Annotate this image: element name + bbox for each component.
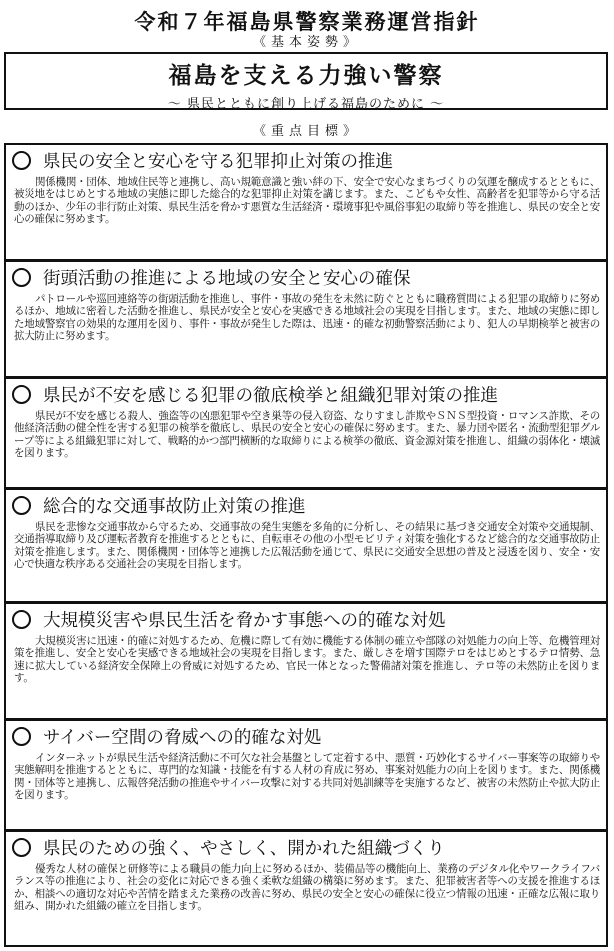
circle-bullet-icon	[12, 496, 31, 515]
priority-section-disaster-response	[4, 602, 608, 720]
priority-body: 県民が不安を感じる殺人、強盗等の凶悪犯罪や空き巣等の侵入窃盗、なりすまし詐欺やＳＮＳ型投資・ロマンス詐欺、その他経済活動の健全性を害する犯罪の検挙を徹底し、県民の安全と安心の確保に努めます。また、暴力団や匿名・流動型犯罪グループ等による組織犯罪に対して、戦略的かつ部門横断的な取締りによる検挙の徹底、資金源対策を推進し、組織の弱体化・壊滅を図ります。	[14, 410, 600, 460]
priority-title: 県民のための強く、やさしく、開かれた組織づくり	[43, 838, 445, 859]
priority-title: 街頭活動の推進による地域の安全と安心の確保	[43, 268, 411, 289]
priority-title: サイバー空間の脅威への的確な対処	[43, 727, 322, 748]
circle-bullet-icon	[12, 151, 31, 170]
priority-body: 関係機関・団体、地域住民等と連携し、高い規範意識と強い絆の下、安全で安心なまちづくりの気運を醸成するとともに、被災地をはじめとする地域の実態に即した総合的な犯罪抑止対策を講じます。また、こどもや女性、高齢者を犯罪等から守る活動のほか、少年の非行防止対策、県民生活を脅かす悪質な生活経済・環境事犯や風俗事犯の取締り等を推進し、県民の安全と安心の確保に努めます。	[14, 176, 600, 226]
priority-section-traffic-safety	[4, 488, 608, 603]
priority-body: 大規模災害に迅速・的確に対処するため、危機に際して有効に機能する体制の確立や部隊の対処能力の向上等、危機管理対策を推進し、安全と安心を実感できる地域社会の実現を目指します。また、厳しさを増す国際テロをはじめとするテロ情勢、急速に拡大している経済安全保障上の脅威に対処するため、官民一体となった警備諸対策を推進し、テロ等の未然防止を図ります。	[14, 635, 600, 685]
priority-section-street-activity	[4, 260, 608, 378]
priority-section-organization	[4, 830, 608, 947]
priority-title: 県民が不安を感じる犯罪の徹底検挙と組織犯罪対策の推進	[43, 385, 498, 406]
priorities-label: 《重点目標》	[252, 124, 361, 139]
circle-bullet-icon	[12, 268, 31, 287]
priority-section-crime-prevention	[4, 143, 608, 261]
document-title: 令和７年福島県警察業務運営指針	[134, 10, 480, 34]
priority-title: 総合的な交通事故防止対策の推進	[43, 496, 306, 517]
slogan-main: 福島を支える力強い警察	[168, 63, 444, 89]
priority-title: 大規模災害や県民生活を脅かす事態への的確な対処	[43, 610, 446, 631]
priority-body: パトロールや巡回連絡等の街頭活動を推進し、事件・事故の発生を未然に防ぐとともに職務質問による犯罪の取締りに努めるほか、地域に密着した活動を推進し、県民が安全と安心を実感できる地域社会の実現を目指します。また、地域の実態に即した地域警察官の効果的な運用を図り、事件・事故が発生した際は、迅速・的確な初動警察活動により、犯人の早期検挙と被害の拡大防止に努めます。	[14, 293, 601, 343]
slogan-sub: 〜 県民とともに創り上げる福島のために 〜	[167, 97, 445, 112]
priority-section-crime-investigation	[4, 377, 608, 489]
priority-body: 県民を悲惨な交通事故から守るため、交通事故の発生実態を多角的に分析し、その結果に基づき交通安全対策や交通規制、交通指導取締り及び運転者教育を推進するとともに、自転車その他の小型モビリティ対策を強化するなど総合的な交通事故防止対策を推進します。また、関係機関・団体等と連携した広報活動を通じて、県民に交通安全思想の普及と浸透を図り、安全・安心で快適な秩序ある交通社会の実現を目指します。	[14, 521, 601, 571]
priority-title: 県民の安全と安心を守る犯罪抑止対策の推進	[43, 151, 393, 172]
priority-body: 優秀な人材の確保と研修等による職員の能力向上に努めるほか、装備品等の機能向上、業務のデジタル化やワークライフバランス等の推進により、社会の変化に対応できる強く柔軟な組織の構築に努めます。また、犯罪被害者等への支援を推進するほか、相談への適切な対応や苦情を踏まえた業務の改善に努め、県民の安全と安心の確保に役立つ情報の迅速・正確な広報に取り組み、開かれた組織の確立を目指します。	[14, 863, 600, 913]
priority-section-cyber-threats	[4, 719, 608, 831]
document-subtitle: 《基本姿勢》	[252, 35, 361, 50]
circle-bullet-icon	[12, 838, 31, 857]
circle-bullet-icon	[12, 727, 31, 746]
circle-bullet-icon	[12, 610, 31, 629]
slogan-banner	[4, 52, 608, 110]
priority-body: インターネットが県民生活や経済活動に不可欠な社会基盤として定着する中、悪質・巧妙化するサイバー事案等の取締りや実態解明を推進するとともに、専門的な知識・技能を有する人材の育成に努め、事案対処能力の向上を図ります。また、関係機関・団体等と連携し、広報啓発活動の推進やサイバー攻撃に対する共同対処訓練等を実施するなど、被害の未然防止や拡大防止を図ります。	[14, 752, 600, 802]
circle-bullet-icon	[12, 385, 31, 404]
